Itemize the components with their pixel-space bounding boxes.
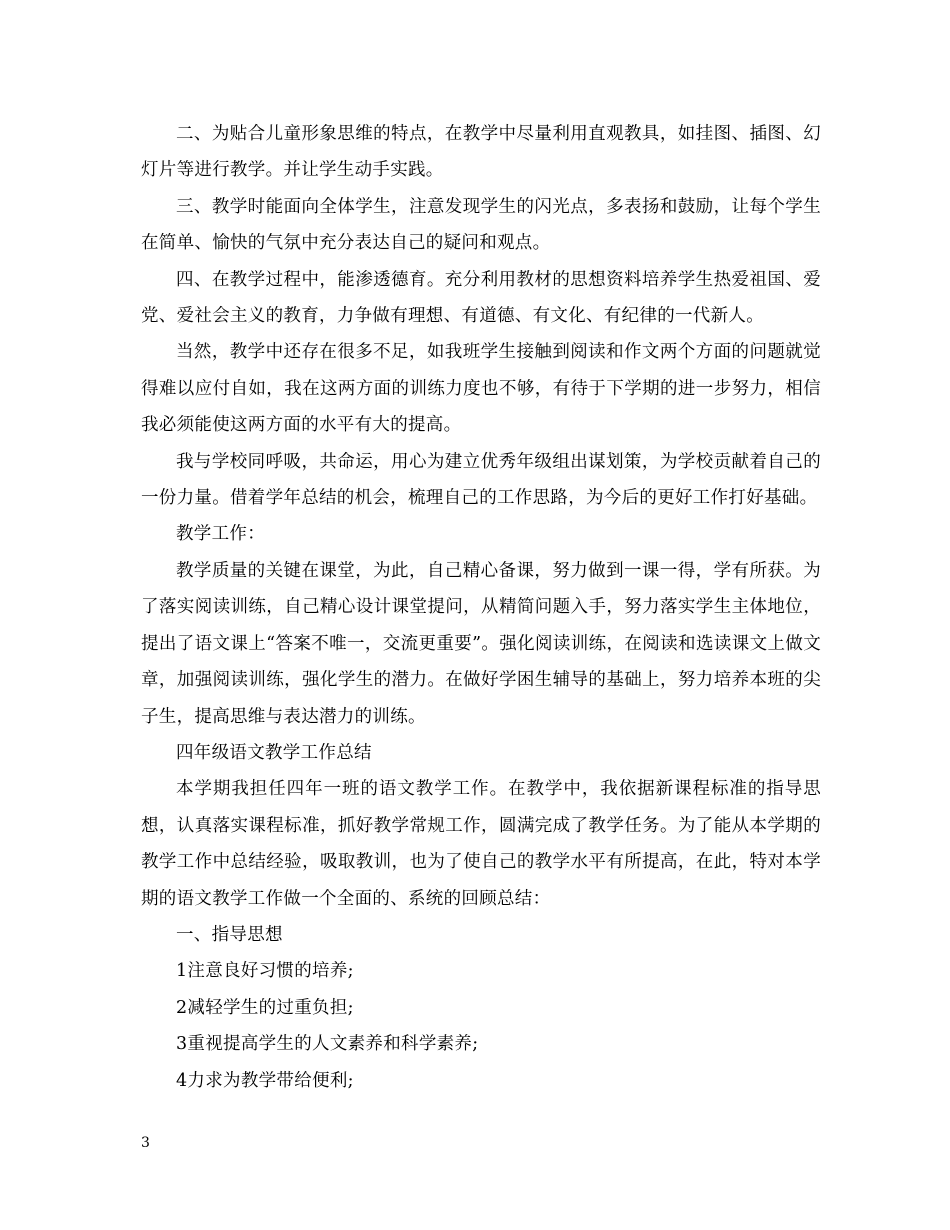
list-item: 1注意良好习惯的培养; bbox=[176, 961, 354, 982]
list-item: 2减轻学生的过重负担; bbox=[176, 997, 354, 1018]
section-heading: 一、指导思想 bbox=[176, 924, 283, 945]
page-number: 3 bbox=[141, 1135, 150, 1151]
paragraph: 四、在教学过程中，能渗透德育。充分利用教材的思想资料培养学生热爱祖国、爱党、爱社会主义的教育，力争做有理想、有道德、有文化、有纪律的一代新人。 bbox=[141, 269, 821, 327]
list-item: 4力求为教学带给便利; bbox=[176, 1070, 354, 1091]
section-title: 四年级语文教学工作总结 bbox=[176, 742, 372, 763]
paragraph: 当然，教学中还存在很多不足，如我班学生接触到阅读和作文两个方面的问题就觉得难以应付自如，我在这两方面的训练力度也不够，有待于下学期的进一步努力，相信我必须能使这两方面的水平有大的提高。 bbox=[141, 342, 821, 436]
paragraph: 本学期我担任四年一班的语文教学工作。在教学中，我依据新课程标准的指导思想，认真落实课程标准，抓好教学常规工作，圆满完成了教学任务。为了能从本学期的教学工作中总结经验，吸取教训，也为了使自己的教学水平有所提高，在此，特对本学期的语文教学工作做一个全面的、系统的回顾总结： bbox=[141, 779, 821, 909]
section-heading: 教学工作： bbox=[176, 524, 265, 545]
paragraph: 三、教学时能面向全体学生，注意发现学生的闪光点，多表扬和鼓励，让每个学生在简单、愉快的气氛中充分表达自己的疑问和观点。 bbox=[141, 196, 821, 254]
paragraph: 教学质量的关键在课堂，为此，自己精心备课，努力做到一课一得，学有所获。为了落实阅读训练，自己精心设计课堂提问，从精简问题入手，努力落实学生主体地位，提出了语文课上“答案不唯一，交流更重要”。强化阅读训练，在阅读和选读课文上做文章，加强阅读训练，强化学生的潜力。在做好学困生辅导的基础上，努力培养本班的尖子生，提高思维与表达潜力的训练。 bbox=[141, 560, 821, 727]
document-body bbox=[141, 116, 821, 1099]
list-item: 3重视提高学生的人文素养和科学素养; bbox=[176, 1034, 479, 1055]
paragraph: 二、为贴合儿童形象思维的特点，在教学中尽量利用直观教具，如挂图、插图、幻灯片等进行教学。并让学生动手实践。 bbox=[141, 124, 821, 181]
paragraph: 我与学校同呼吸，共命运，用心为建立优秀年级组出谋划策，为学校贡献着自己的一份力量。借着学年总结的机会，梳理自己的工作思路，为今后的更好工作打好基础。 bbox=[141, 451, 821, 509]
